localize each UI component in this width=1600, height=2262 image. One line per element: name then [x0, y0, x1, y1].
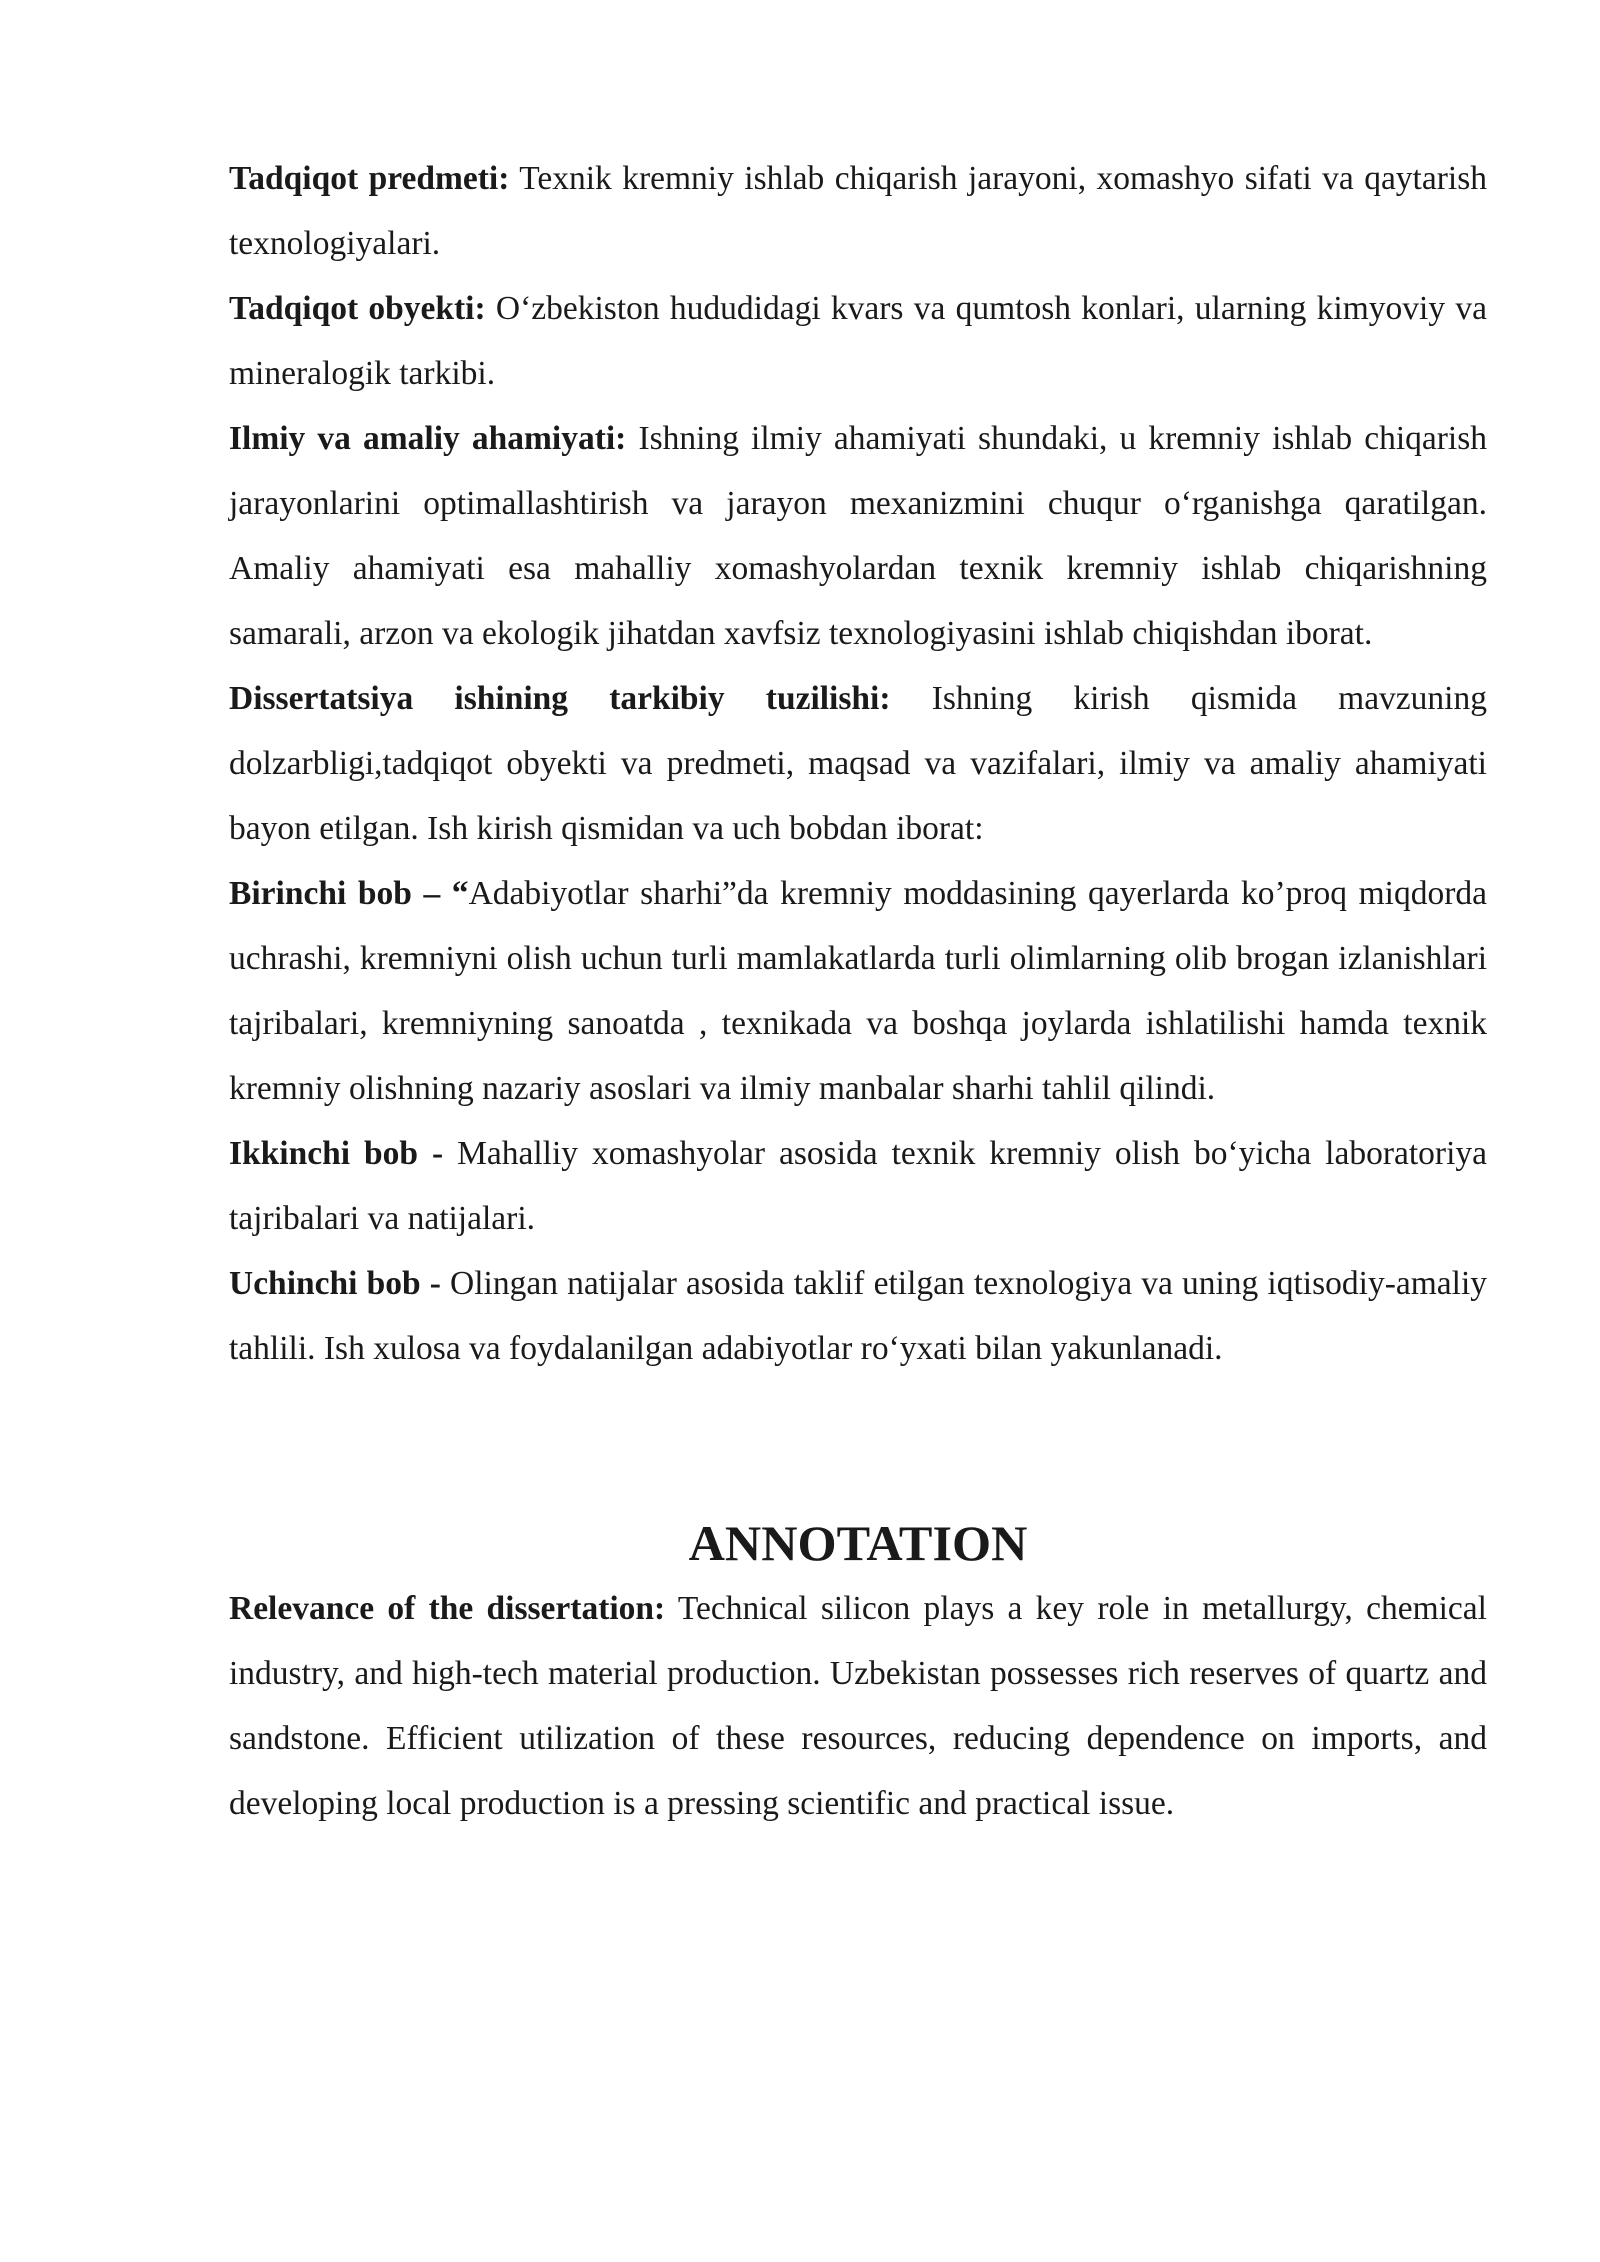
paragraph-label: Dissertatsiya ishining tarkibiy tuzilishi:	[229, 680, 891, 717]
paragraph-uchinchi-bob	[229, 1251, 1487, 1381]
paragraph-tadqiqot-obyekti	[229, 276, 1487, 406]
paragraph-tarkibiy-tuzilishi	[229, 666, 1487, 861]
paragraph-label: Ilmiy va amaliy ahamiyati:	[229, 420, 627, 457]
paragraph-label: Uchinchi bob -	[229, 1265, 441, 1302]
paragraph-text: Mahalliy xomashyolar asosida texnik kremniy olish bo‘yicha laboratoriya tajribalari va natijalari.	[229, 1135, 1487, 1237]
paragraph-label: Ikkinchi bob -	[229, 1135, 444, 1172]
paragraph-ikkinchi-bob	[229, 1121, 1487, 1251]
paragraph-relevance	[229, 1576, 1487, 1836]
paragraph-text: Olingan natijalar asosida taklif etilgan texnologiya va uning iqtisodiy-amaliy tahlili. Ish xulosa va foydalanilgan adabiyotlar ro‘yxati bilan yakunlanadi.	[229, 1265, 1488, 1367]
paragraph-text: Ishning kirish qismida mavzuning dolzarbligi,tadqiqot obyekti va predmeti, maqsad va vazifalari, ilmiy va amaliy ahamiyati bayon etilgan. Ish kirish qismidan va uch bobdan iborat:	[229, 680, 1487, 847]
paragraph-text: Texnik kremniy ishlab chiqarish jarayoni, xomashyo sifati va qaytarish texnologiyalari.	[229, 160, 1487, 262]
paragraph-text: Ishning ilmiy ahamiyati shundaki, u kremniy ishlab chiqarish jarayonlarini optimallashtirish va jarayon mexanizmini chuqur o‘rganishga qaratilgan. Amaliy ahamiyati esa mahalliy xomashyolardan texnik kremniy ishlab chiqarishning samarali, arzon va ekologik jihatdan xavfsiz texnologiyasini ishlab chiqishdan iborat.	[229, 420, 1487, 652]
paragraph-text: O‘zbekiston hududidagi kvars va qumtosh konlari, ularning kimyoviy va mineralogik tarkibi.	[229, 290, 1487, 392]
paragraph-tadqiqot-predmeti	[229, 146, 1487, 276]
paragraph-ilmiy-amaliy-ahamiyati	[229, 406, 1487, 666]
paragraph-birinchi-bob	[229, 861, 1487, 1121]
paragraph-label: Tadqiqot predmeti:	[229, 160, 510, 197]
paragraph-label: Birinchi bob – “	[229, 875, 469, 912]
paragraph-text: Adabiyotlar sharhi”da kremniy moddasining qayerlarda ko’proq miqdorda uchrashi, kremniyni olish uchun turli mamlakatlarda turli olimlarning olib brogan izlanishlari tajribalari, kremniyning sanoatda , texnikada va boshqa joylarda ishlatilishi hamda texnik kremniy olishning nazariy asoslari va ilmiy manbalar sharhi tahlil qilindi.	[229, 875, 1487, 1107]
paragraph-text: Technical silicon plays a key role in metallurgy, chemical industry, and high-tech material production. Uzbekistan possesses rich reserves of quartz and sandstone. Efficient utilization of these resources, reducing dependence on imports, and developing local production is a pressing scientific and practical issue.	[229, 1590, 1487, 1822]
paragraph-label: Tadqiqot obyekti:	[229, 290, 486, 327]
annotation-heading: ANNOTATION	[688, 1515, 1028, 1571]
paragraph-label: Relevance of the dissertation:	[229, 1590, 666, 1627]
document-page	[229, 146, 1487, 1836]
